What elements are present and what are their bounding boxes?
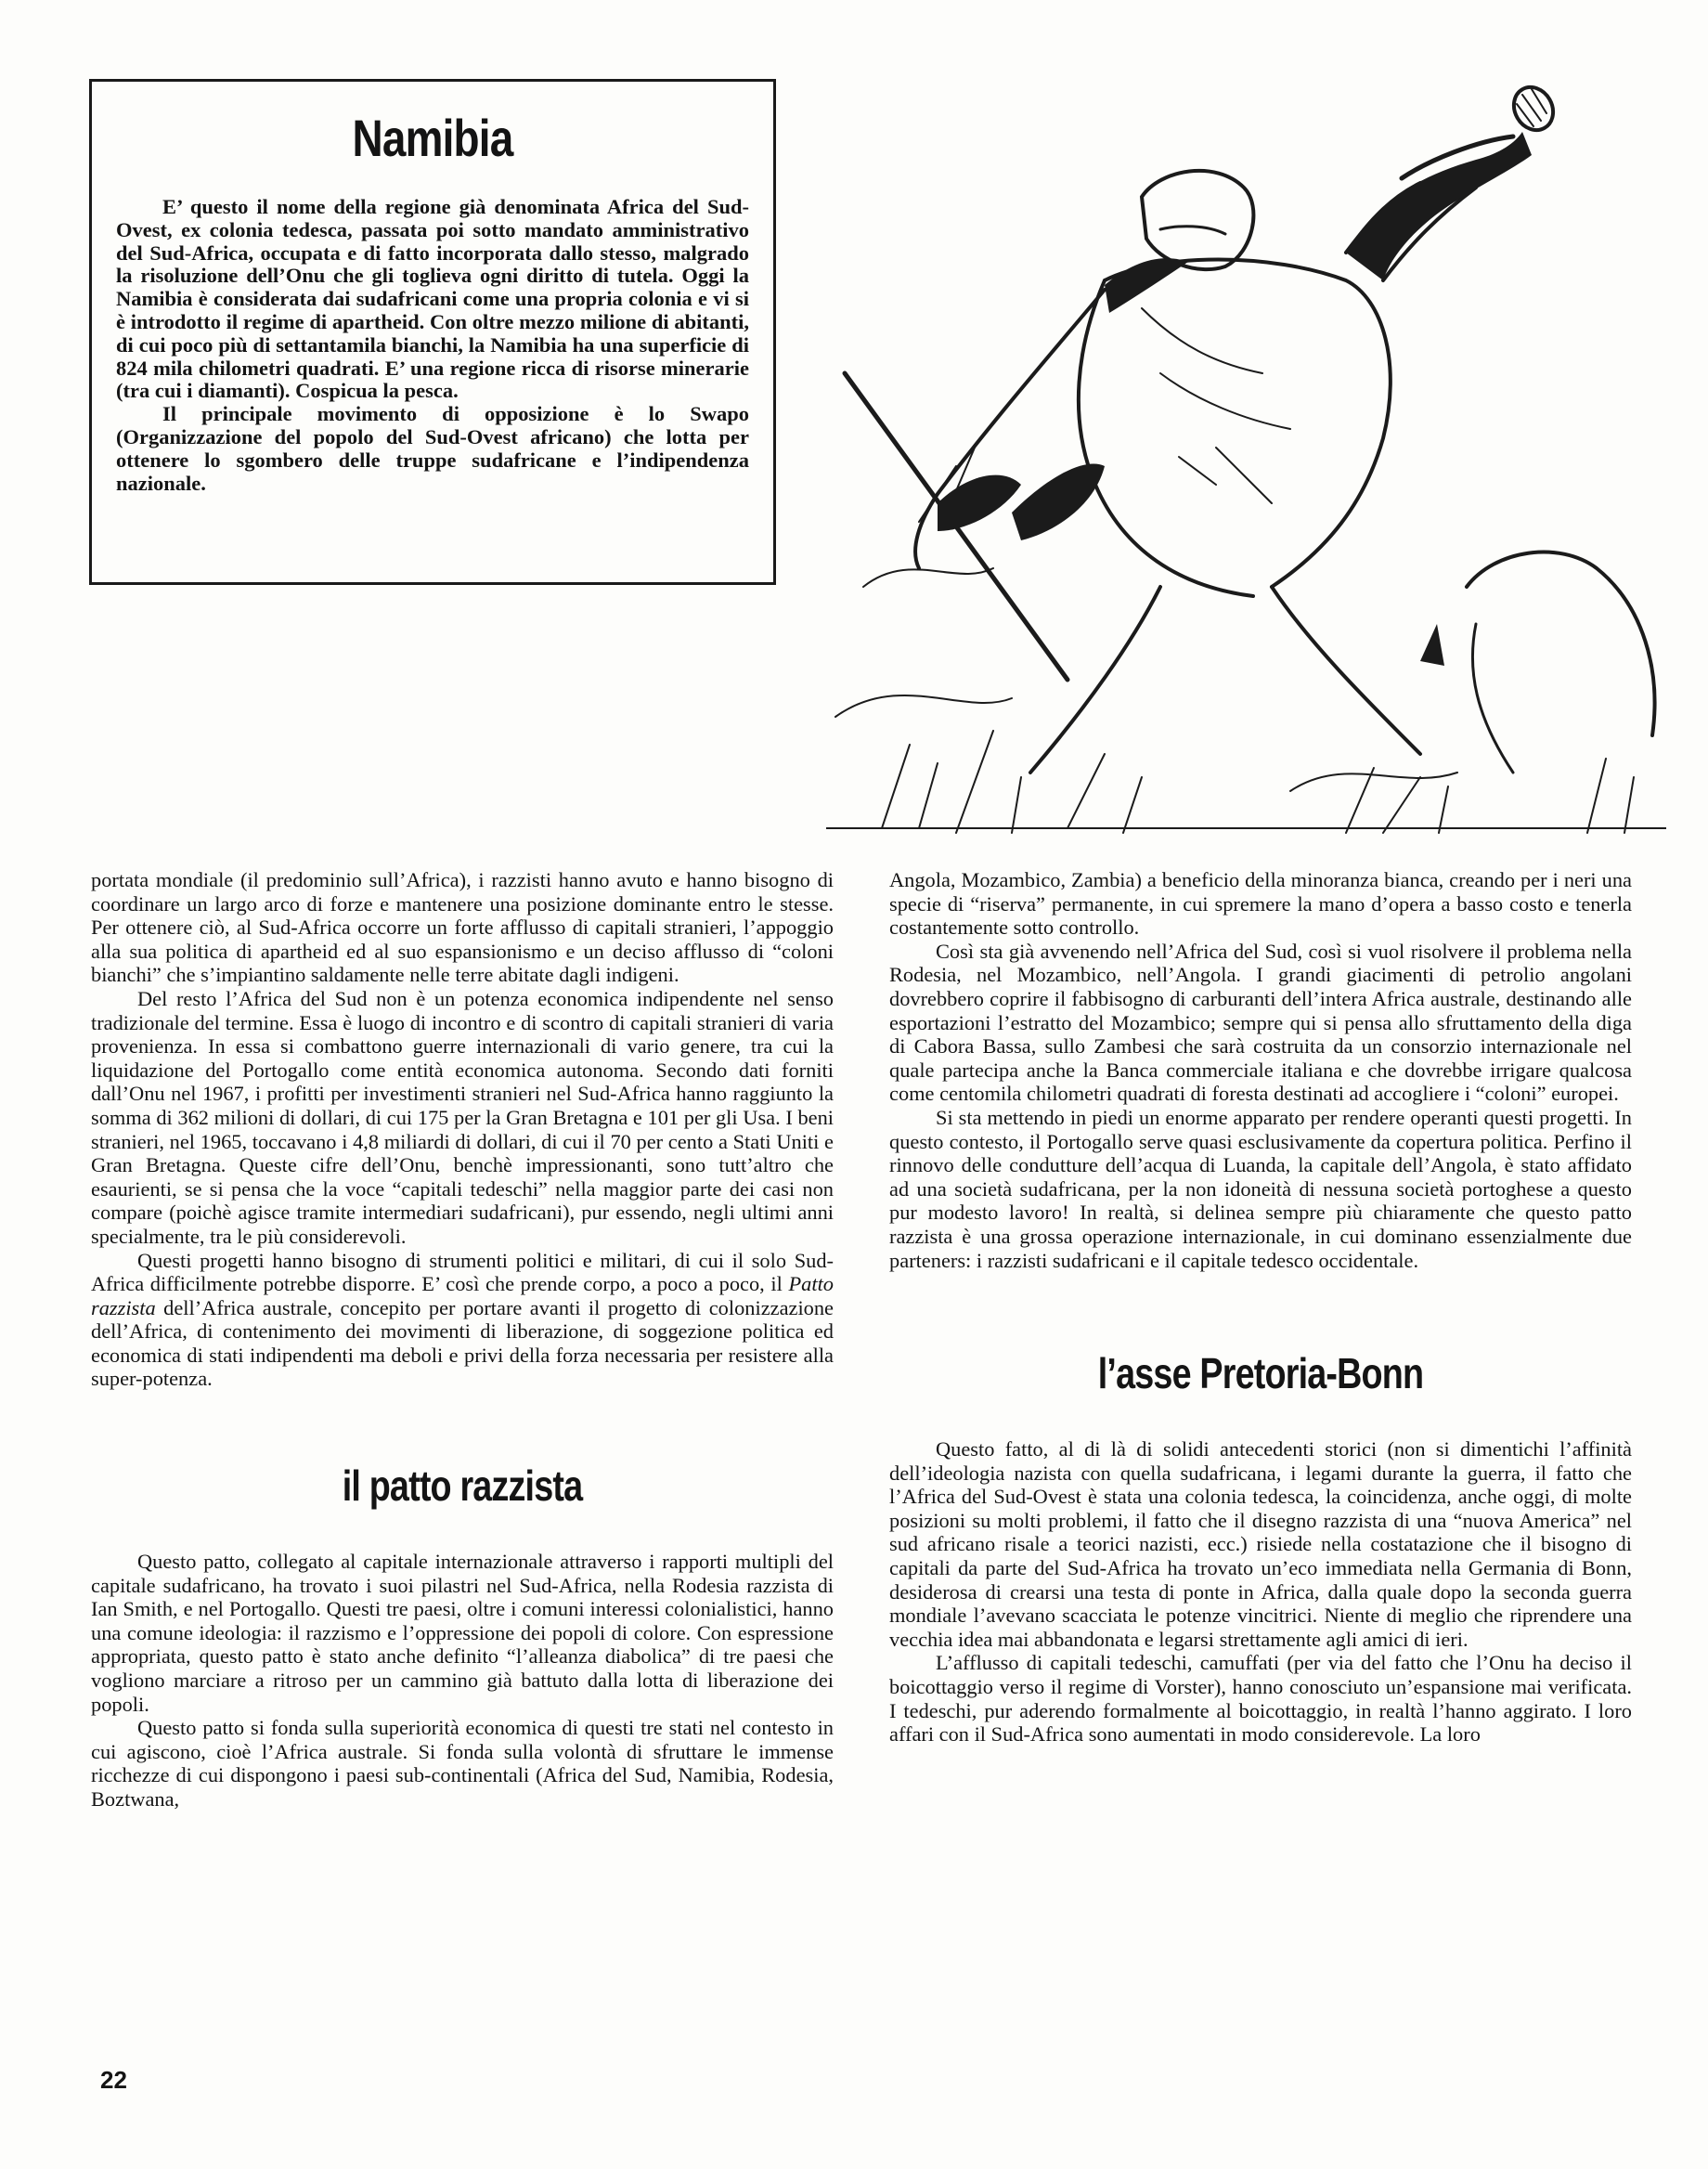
article-paragraph: Angola, Mozambico, Zambia) a beneficio della minoranza bianca, creando per i neri una specie di “riserva” permanente, in cui spremere la mano d’opera a basso costo e tenerla costantemente sotto controllo. bbox=[889, 868, 1632, 940]
article-text: Questi progetti hanno bisogno di strumenti politici e militari, di cui il solo Sud-Africa difficilmente potrebbe disporre. E’ così che prende corpo, a poco a poco, il bbox=[91, 1248, 834, 1296]
illustration-drawing bbox=[826, 67, 1666, 838]
article-left-column bbox=[91, 868, 834, 1812]
article-paragraph: portata mondiale (il predominio sull’Africa), i razzisti hanno avuto e hanno bisogno di coordinare un largo arco di forze e mantenere una posizione dominante entro le stesse. Per ottenere ciò, al Sud-Africa occorre un forte afflusso di capitali stranieri, l’appoggio alla sua politica di apartheid ed al suo espansionismo e un deciso afflusso di “coloni bianchi” che s’impiantino saldamente nelle terre abitate dagli indigeni. bbox=[91, 868, 834, 987]
fighter-illustration bbox=[826, 67, 1666, 838]
article-paragraph bbox=[91, 1249, 834, 1392]
article-paragraph: Questo patto si fonda sulla superiorità economica di questi tre stati nel contesto in cui agiscono, cioè l’Africa australe. Si fonda sulla volontà di sfruttare le immense ricchezze di cui dispongono i paesi sub-continentali (Africa del Sud, Namibia, Rodesia, Boztwana, bbox=[91, 1716, 834, 1811]
article-paragraph: Si sta mettendo in piedi un enorme apparato per rendere operanti questi progetti. In questo contesto, il Portogallo serve quasi esclusivamente da copertura politica. Perfino il rinnovo delle condutture dell’acqua di Luanda, la capitale dell’Angola, è stato affidato ad una società sudafricana, per la non idoneità di nessuna società portoghese a questo pur modesto lavoro! In realtà, si delinea sempre più chiaramente che questo patto razzista è una grossa operazione internazionale, in cui dominano essenzialmente due parteners: i razzisti sudafricani e il capitale tedesco occidentale. bbox=[889, 1105, 1632, 1272]
article-paragraph: Del resto l’Africa del Sud non è un potenza economica indipendente nel senso tradizionale del termine. Essa è luogo di incontro e di scontro di capitali stranieri di varia provenienza. In essa si combattono guerre internazionali di vario genere, tra cui la liquidazione del Portogallo come entità economica autonoma. Secondo dati forniti dall’Onu nel 1967, i profitti per investimenti stranieri nel Sud-Africa hanno raggiunto la somma di 362 milioni di dollari, di cui 175 per la Gran Bretagna e 101 per gli Usa. I beni stranieri, nel 1965, toccavano i 4,8 miliardi di dollari, di cui il 70 per cento a Stati Uniti e Gran Bretagna. Queste cifre dell’Onu, benchè impressionanti, sono tutt’altro che esaurienti, se si pensa che la voce “capitali tedeschi” nella maggior parte dei casi non compare (poichè agisce tramite intermediari sudafricani), pur essendo, negli ultimi anni specialmente, tra le più considerevoli. bbox=[91, 986, 834, 1248]
sidebar-text bbox=[116, 196, 749, 495]
article-paragraph: Questo fatto, al di là di solidi antecedenti storici (non si dimentichi l’affinità dell’ideologia nazista con quella sudafricana, i legami durante la guerra, il fatto che l’Africa del Sud-Ovest è stata una colonia tedesca, la coincidenza, anche oggi, di molte posizioni su molti problemi, il fatto che il disegno razzista di una “nuova America” nel sud africano risale a teorici nazisti, ecc.) risiede nella costatazione che il bisogno di capitali da parte del Sud-Africa ha trovato un’eco immediata nella Germania di Bonn, desiderosa di crearsi una testa di ponte in Africa, dalla quale dopo la seconda guerra mondiale l’avevano scacciata le potenze vincitrici. Niente di meglio che riprendere una vecchia idea mai abbandonata e legarsi strettamente agli amici di ieri. bbox=[889, 1437, 1632, 1651]
section-heading-patto-razzista: il patto razzista bbox=[342, 1461, 583, 1511]
namibia-sidebar-box bbox=[89, 79, 776, 585]
article-emphasis: Patto razzista bbox=[91, 1272, 834, 1319]
article-paragraph: Così sta già avvenendo nell’Africa del Sud, così si vuol risolvere il problema nella Rodesia, nel Mozambico, nell’Angola. I grandi giacimenti di petrolio angolani dovrebbero coprire il fabbisogno di carburanti dell’intera Africa australe, destinando alle esportazioni l’estratto del Mozambico; sempre qui si pensa allo sfruttamento della diga di Cabora Bassa, sullo Zambesi che sarà costruita da un consorzio internazionale nel quale partecipa anche la Banca commerciale italiana e che dovrebbe irrigare qualcosa come centomila chilometri quadrati di foresta destinati ad accogliere i “coloni” europei. bbox=[889, 939, 1632, 1106]
sidebar-paragraph: Il principale movimento di opposizione è lo Swapo (Organizzazione del popolo del Sud-Ovest africano) che lotta per ottenere lo sgombero delle truppe sudafricane e l’indipendenza nazionale. bbox=[116, 402, 749, 495]
sidebar-paragraph: E’ questo il nome della regione già denominata Africa del Sud-Ovest, ex colonia tedesca, passata poi sotto mandato amministrativo del Sud-Africa, occupata e di fatto incorporata dallo stesso, malgrado la risoluzione dell’Onu che gli toglieva ogni diritto di tutela. Oggi la Namibia è considerata dai sudafricani come una propria colonia e vi si è introdotto il regime di apartheid. Con oltre mezzo milione di abitanti, di cui poco più di settantamila bianchi, la Namibia ha una superficie di 824 mila chilometri quadrati. E’ una regione ricca di risorse minerarie (tra cui i diamanti). Cospicua la pesca. bbox=[116, 195, 749, 403]
section-heading-asse-pretoria-bonn: l’asse Pretoria-Bonn bbox=[1097, 1349, 1424, 1398]
article-right-column bbox=[889, 868, 1632, 1747]
article-paragraph: L’afflusso di capitali tedeschi, camuffati (per via del fatto che l’Onu ha deciso il boicottaggio verso il regime di Vorster), hanno conosciuto un’espansione mai verificata. I tedeschi, pur aderendo formalmente al boicottaggio, in realtà l’hanno aggirato. I loro affari con il Sud-Africa sono aumentati in modo considerevole. La loro bbox=[889, 1651, 1632, 1747]
article-paragraph: Questo patto, collegato al capitale internazionale attraverso i rapporti multipli del capitale sudafricano, ha trovato i suoi pilastri nel Sud-Africa, nella Rodesia razzista di Ian Smith, e nel Portogallo. Questi tre paesi, oltre i comuni interessi colonialistici, hanno una comune ideologia: il razzismo e l’oppressione dei popoli di colore. Con espressione appropriata, questo patto è stato anche definito “l’alleanza diabolica” di tre paesi che vogliono marciare a ritroso per un cammino già battuto dalla lotta di liberazione dei popoli. bbox=[91, 1550, 834, 1716]
sidebar-title: Namibia bbox=[352, 109, 513, 167]
page-number: 22 bbox=[100, 2066, 127, 2094]
article-text: dell’Africa australe, concepito per portare avanti il progetto di colonizzazione dell’Africa, di contenimento dei movimenti di liberazione, di soggezione politica ed economica di stati indipendenti ma deboli e privi della forza necessaria per resistere alla super-potenza. bbox=[91, 1295, 834, 1391]
